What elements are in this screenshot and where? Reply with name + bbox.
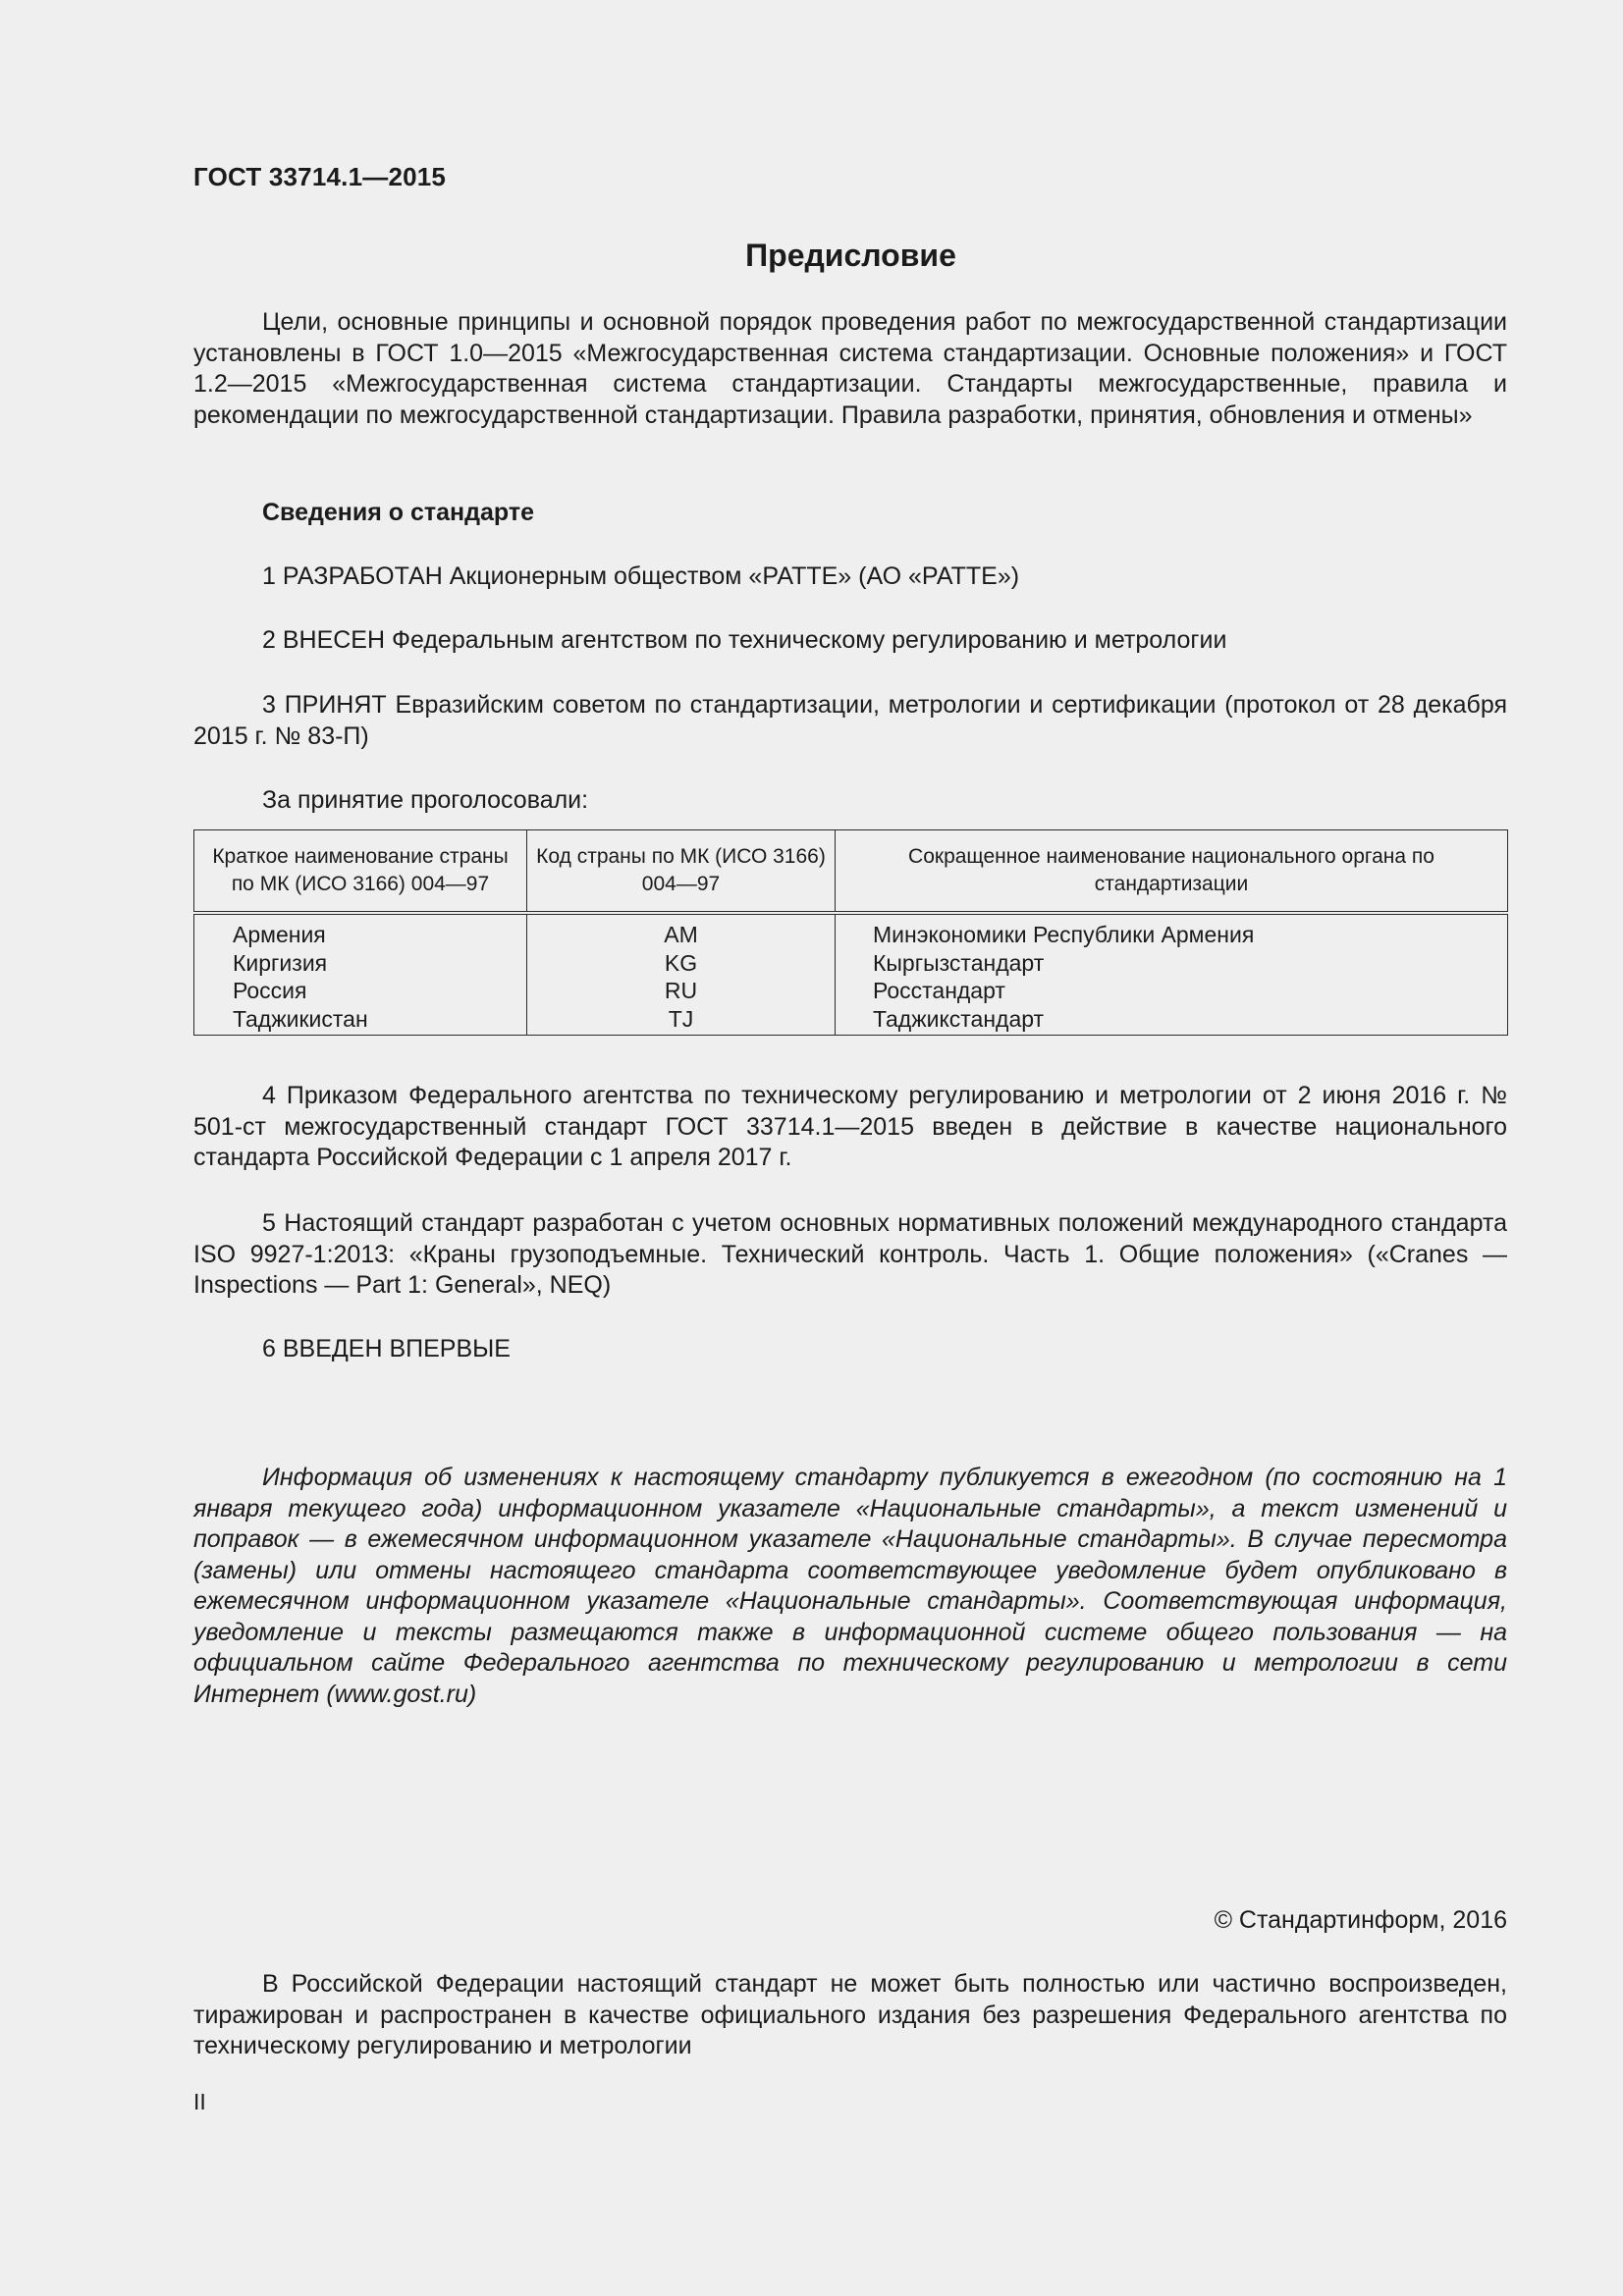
table-row <box>194 913 1508 949</box>
table-row <box>194 977 1508 1005</box>
country-name: Армения <box>194 913 527 949</box>
item-5: 5 Настоящий стандарт разработан с учетом основных нормативных положений международного стандарта ISO 9927-1:2013: «Краны грузоподъемные. Технический контроль. Часть 1. Общие положения» («Cranes — Inspections — Part 1: General», NEQ) <box>193 1209 1507 1299</box>
voted-label: За принятие проголосовали: <box>262 786 589 814</box>
rights-paragraph: В Российской Федерации настоящий стандарт не может быть полностью или частично воспроизведен, тиражирован и распространен в качестве официального издания без разрешения Федерального агентства по техническому регулированию и метрологии <box>193 1970 1507 2059</box>
standards-body: Росстандарт <box>836 977 1508 1005</box>
item-2: 2 ВНЕСЕН Федеральным агентством по техническому регулированию и метрологии <box>262 626 1227 654</box>
notice-paragraph: Информация об изменениях к настоящему стандарту публикуется в ежегодном (по состоянию на 1 января текущего года) информационном указателе «Национальные стандарты», а текст изменений и поправок — в ежемесячном информационном указателе «Национальные стандарты». В случае пересмотра (замены) или отмены настоящего стандарта соответствующее уведомление будет опубликовано в ежемесячном информационном указателе «Национальные стандарты». Соответствующая информация, уведомление и тексты размещаются также в информационной системе общего пользования — на официальном сайте Федерального агентства по техническому регулированию и метрологии в сети Интернет (www.gost.ru) <box>193 1464 1507 1708</box>
page-title: Предисловие <box>745 238 956 273</box>
country-code: TJ <box>527 1005 836 1036</box>
standards-body: Таджикстандарт <box>836 1005 1508 1036</box>
country-code: KG <box>527 949 836 978</box>
voting-table <box>193 829 1508 1036</box>
info-heading: Сведения о стандарте <box>262 499 535 526</box>
standards-body: Кыргызстандарт <box>836 949 1508 978</box>
item-4: 4 Приказом Федерального агентства по техническому регулированию и метрологии от 2 июня 2016 г. № 501-ст межгосударственный стандарт ГОСТ 33714.1—2015 введен в действие в качестве национального стандарта Российской Федерации с 1 апреля 2017 г. <box>193 1082 1507 1171</box>
item-1: 1 РАЗРАБОТАН Акционерным обществом «РАТТЕ» (АО «РАТТЕ») <box>262 562 1020 590</box>
page-number: II <box>193 2089 206 2114</box>
country-name: Киргизия <box>194 949 527 978</box>
item-6: 6 ВВЕДЕН ВПЕРВЫЕ <box>262 1335 511 1362</box>
country-name: Россия <box>194 977 527 1005</box>
doc-code: ГОСТ 33714.1—2015 <box>193 162 447 191</box>
intro-paragraph: Цели, основные принципы и основной порядок проведения работ по межгосударственной стандартизации установлены в ГОСТ 1.0—2015 «Межгосударственная система стандартизации. Основные положения» и ГОСТ 1.2—2015 «Межгосударственная система стандартизации. Стандарты межгосударственные, правила и рекомендации по межгосударственной стандартизации. Правила разработки, принятия, обновления и отмены» <box>193 308 1507 429</box>
table-row <box>194 1005 1508 1036</box>
table-header-row <box>194 830 1508 914</box>
copyright-line: © Стандартинформ, 2016 <box>1214 1906 1507 1934</box>
header-standards-body: Сокращенное наименование национального органа по стандартизации <box>836 830 1508 914</box>
table-row <box>194 949 1508 978</box>
item-3: 3 ПРИНЯТ Евразийским советом по стандартизации, метрологии и сертификации (протокол от 28 декабря 2015 г. № 83-П) <box>193 691 1507 750</box>
country-name: Таджикистан <box>194 1005 527 1036</box>
standards-body: Минэкономики Республики Армения <box>836 913 1508 949</box>
country-code: RU <box>527 977 836 1005</box>
country-code: AM <box>527 913 836 949</box>
header-country-code: Код страны по МК (ИСО 3166) 004—97 <box>527 830 836 914</box>
header-country-name: Краткое наименование страны по МК (ИСО 3166) 004—97 <box>194 830 527 914</box>
